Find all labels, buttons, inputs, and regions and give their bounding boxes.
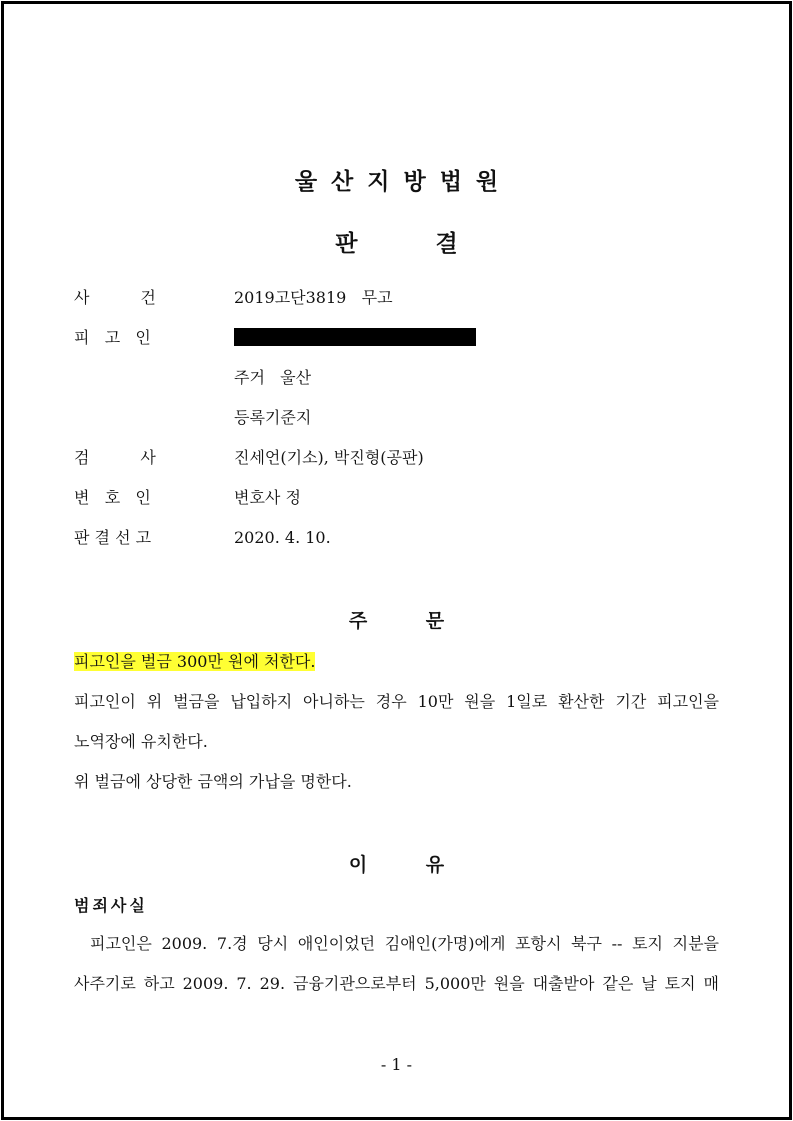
crime-facts-heading: 범죄사실 <box>74 896 148 915</box>
reasons-heading: 이 유 <box>348 854 445 876</box>
prosecutor-value: 진세언(기소), 박진형(공판) <box>234 448 424 467</box>
order-paragraph-2-line-1: 피고인이 위 벌금을 납입하지 아니하는 경우 10만 원을 1일로 환산한 기간 피고인을 <box>74 692 719 711</box>
sentencing-date: 2020. 4. 10. <box>234 528 331 547</box>
prosecutor-label: 검 사 <box>74 448 156 467</box>
page-number: - 1 - <box>380 1055 413 1074</box>
registry-value: 등록기준지 <box>234 408 312 427</box>
sentencing-label: 판 결 선 고 <box>74 528 152 547</box>
court-name: 울산지방법원 <box>294 169 513 195</box>
highlighted-sentence: 피고인을 벌금 300만 원에 처한다. <box>74 652 316 671</box>
counsel-value: 변호사 정 <box>234 488 301 507</box>
defendant-label: 피 고 인 <box>74 328 151 347</box>
order-paragraph-1 <box>74 642 719 682</box>
counsel-label: 변 호 인 <box>74 488 151 507</box>
redaction-bar <box>234 328 476 346</box>
case-label: 사 건 <box>74 288 156 307</box>
residence-value: 주거 울산 <box>234 368 312 387</box>
facts-line-1: 피고인은 2009. 7.경 당시 애인이었던 김애인(가명)에게 포항시 북구 -- 토지 지분을 <box>90 934 719 953</box>
order-paragraph-2-line-2: 노역장에 유치한다. <box>74 732 208 751</box>
case-value: 2019고단3819 무고 <box>234 288 393 307</box>
facts-line-2: 사주기로 하고 2009. 7. 29. 금융기관으로부터 5,000만 원을 대출받아 같은 날 토지 매 <box>74 974 719 993</box>
order-heading: 주 문 <box>348 610 445 632</box>
order-paragraph-3: 위 벌금에 상당한 금액의 가납을 명한다. <box>74 772 352 791</box>
document-title: 판 결 <box>335 231 458 257</box>
